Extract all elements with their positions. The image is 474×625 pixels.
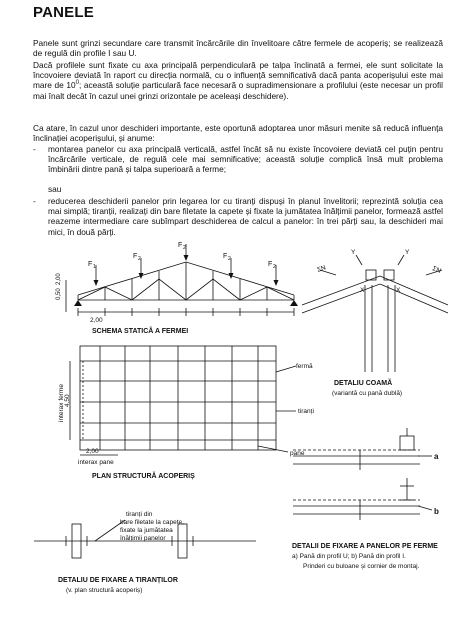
svg-text:bare filetate la capete,: bare filetate la capete, xyxy=(120,519,184,526)
force-label-5: F xyxy=(268,261,273,268)
fix-line-b: Prinderi cu buloane și cornier de montaj. xyxy=(303,563,420,570)
tie-detail-labels xyxy=(58,511,184,594)
paragraph-profiles-part2: ; această soluție particulară face necesară o supradimensionare a profilului (este necesar un profil mai înalt decât în cazul unei grinzi orizontale pe aceleași deschidere). xyxy=(33,80,443,101)
ferma-leader xyxy=(276,366,296,372)
svg-text:2: 2 xyxy=(228,256,231,262)
truss-figure xyxy=(66,244,294,316)
ridge-caption: DETALIU COAMĂ xyxy=(334,380,393,387)
truss-dim-050: 0,50 xyxy=(56,288,62,300)
force-label-4: F xyxy=(223,253,228,260)
truss-dim-200: 2,00 xyxy=(90,317,103,324)
truss-caption: SCHEMA STATICĂ A FERMEI xyxy=(92,328,189,335)
degree-superscript: 0 xyxy=(75,80,79,87)
svg-text:X: X xyxy=(360,287,365,294)
list-dash-2: - xyxy=(33,196,36,206)
label-ferma: fermă xyxy=(296,363,313,370)
force-label-2: F xyxy=(133,253,138,260)
svg-text:tiranți din: tiranți din xyxy=(126,511,153,518)
label-interax-ferme: interax ferme xyxy=(58,384,65,422)
truss-dim-200-vertical: 2,00 xyxy=(56,273,62,285)
page-title: PANELE xyxy=(33,4,94,21)
label-interax-pane: interax pane xyxy=(78,459,114,466)
list-separator-sau: sau xyxy=(48,184,62,194)
label-dim-200: 2,00 xyxy=(86,448,99,455)
paragraph-measures: Ca atare, în cazul unor deschideri importante, este oportună adoptarea unor măsuri menite să reducă influența înclinației acoperișului, și anume: xyxy=(33,123,443,144)
ridge-purlin-left xyxy=(366,270,376,280)
svg-text:2: 2 xyxy=(183,245,186,251)
svg-text:X: X xyxy=(396,287,401,294)
svg-text:înălțimii panelor: înălțimii panelor xyxy=(120,535,166,542)
svg-text:2: 2 xyxy=(138,256,141,262)
pane-leader xyxy=(258,446,288,452)
list-item-tie-rods: reducerea deschiderii panelor prin legarea lor cu tiranți dispuși în planul învelitorii; reprezintă soluția cea mai simplă; tiranții, realizați din bare filetate la capete și fixate la jumătatea înălțimii panelor, formează astfel reazeme intermediare care subîmpart deschiderea de calcul a panelor: în trei părți sau, la deschideri mai mici, în două părți. xyxy=(48,196,443,237)
svg-text:fixate la jumătatea: fixate la jumătatea xyxy=(120,527,173,534)
label-pane: pane xyxy=(290,450,305,457)
ridge-subcaption: (variantă cu pană dublă) xyxy=(332,390,403,397)
svg-text:Y: Y xyxy=(351,249,356,256)
svg-text:ΣN: ΣN xyxy=(431,265,442,275)
ridge-roof-line-lower xyxy=(302,284,448,313)
ridge-labels xyxy=(316,249,442,397)
list-item-vertical-axis: montarea panelor cu axa principală verticală, astfel încât să nu existe încovoiere deviată cel puțin pentru încărcările verticale, de regulă cele mai semnificative; această soluție complică însă mult problema îmbinării dintre pană și talpa superioară a ferme; xyxy=(48,144,443,175)
fix-caption: DETALII DE FIXARE A PANELOR PE FERME xyxy=(292,543,438,550)
mark-a: a xyxy=(434,452,439,461)
tie-caption: DETALIU DE FIXARE A TIRANȚILOR xyxy=(58,577,178,584)
svg-text:1: 1 xyxy=(93,264,96,270)
paragraph-profiles-part1: Dacă profilele sunt fixate cu axa principală perpendiculară pe talpa înclinată a fermei, ele sunt solicitate la încovoiere deviată în raport cu direcția normală, cu o influență semnificativă dacă panta acoperișului este mai mare de 10 xyxy=(33,60,443,91)
fix-detail-figure xyxy=(293,428,432,520)
paragraph-intro: Panele sunt grinzi secundare care transmit încărcările din învelitoare către fermele de acoperiș; se realizează de regulă din profile I sau U. xyxy=(33,38,443,59)
truss-labels xyxy=(56,242,276,335)
fix-detail-labels xyxy=(292,452,439,570)
ridge-figure xyxy=(302,255,448,372)
force-label-3: F xyxy=(178,242,183,249)
list-dash-1: - xyxy=(33,144,36,154)
svg-text:Y: Y xyxy=(405,249,410,256)
mark-b-leader xyxy=(418,506,432,510)
svg-text:ΣN: ΣN xyxy=(316,264,327,274)
plan-caption: PLAN STRUCTURĂ ACOPERIȘ xyxy=(92,473,195,480)
plan-figure xyxy=(70,346,296,455)
fix-line-a: a) Pană din profil U; b) Pană din profil I. xyxy=(292,553,406,560)
force-label-1: F xyxy=(88,261,93,268)
svg-text:2: 2 xyxy=(273,264,276,270)
label-dim-450: 4,50 xyxy=(64,394,71,407)
mark-b: b xyxy=(434,507,439,516)
tie-subcaption: (v. plan structură acoperiș) xyxy=(66,587,143,594)
label-tiranti: tiranți xyxy=(298,408,314,415)
plan-labels xyxy=(58,363,314,480)
fix-purlin-u xyxy=(400,436,414,450)
